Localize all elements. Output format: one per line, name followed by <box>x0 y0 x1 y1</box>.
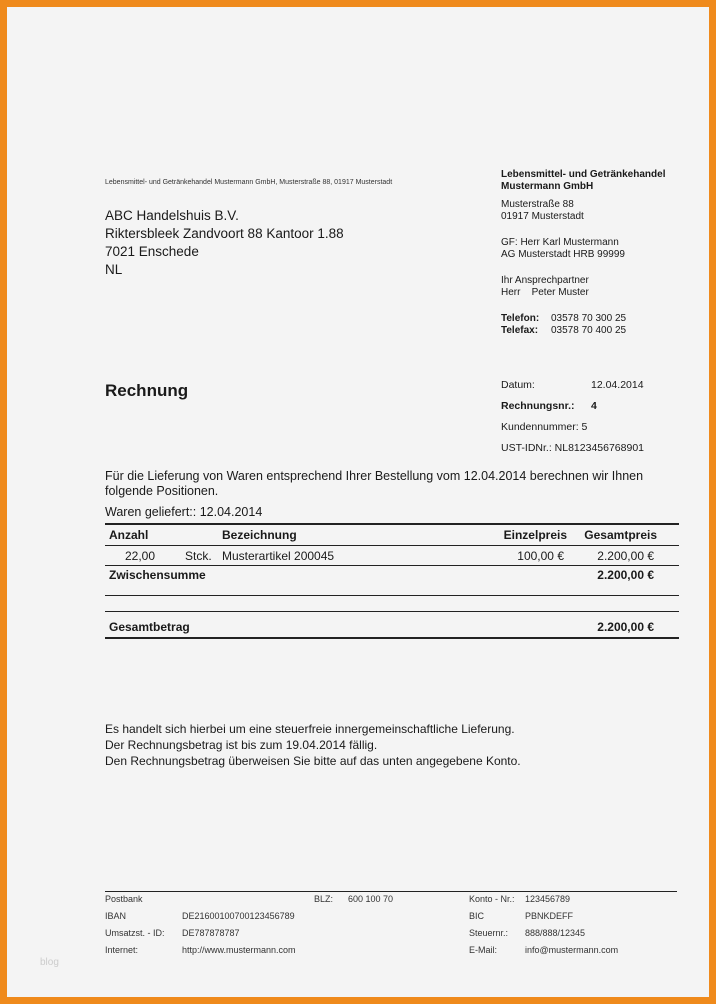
invoice-meta <box>501 375 644 459</box>
recipient-street: Riktersbleek Zandvoort 88 Kantoor 1.88 <box>105 226 344 241</box>
divider <box>105 595 679 596</box>
iban-value: DE21600100700123456789 <box>182 911 295 921</box>
note-line: Es handelt sich hierbei um eine steuerfreie innergemeinschaftliche Lieferung. <box>105 722 515 736</box>
divider <box>105 523 679 525</box>
phone-label: Telefon: <box>501 313 540 324</box>
watermark: blog <box>40 957 59 968</box>
blz-label: BLZ: <box>314 894 334 904</box>
fax: 03578 70 400 25 <box>551 325 627 336</box>
date-label: Datum: <box>501 379 535 391</box>
invoice-value: 4 <box>591 400 597 412</box>
ust-label: Umsatzst. - ID: <box>105 928 165 938</box>
steuer-label: Steuernr.: <box>469 928 509 938</box>
row-qty: 22,00 <box>125 549 156 563</box>
intro-line-1: Für die Lieferung von Waren entsprechend Ihrer Bestellung vom 12.04.2014 berechnen wir Ihnen <box>105 469 644 483</box>
contact-name: Peter Muster <box>531 287 589 298</box>
note-line: Der Rechnungsbetrag ist bis zum 19.04.2014 fällig. <box>105 738 378 752</box>
customer-number: Kundennummer: 5 <box>501 421 588 433</box>
sender-line: Lebensmittel- und Getränkehandel Mustermann GmbH, Musterstraße 88, 01917 Musterstadt <box>105 179 393 186</box>
konto-label: Konto - Nr.: <box>469 894 515 904</box>
total-value: 2.200,00 € <box>597 620 654 634</box>
internet-label: Internet: <box>105 945 139 955</box>
blz-value: 600 100 70 <box>348 894 394 904</box>
delivered-date: Waren geliefert:: 12.04.2014 <box>105 505 263 519</box>
invoice-label: Rechnungsnr.: <box>501 400 575 412</box>
company-register: AG Musterstadt HRB 99999 <box>501 249 625 260</box>
date-value: 12.04.2014 <box>591 379 644 391</box>
recipient-name: ABC Handelshuis B.V. <box>105 208 239 223</box>
company-city: 01917 Musterstadt <box>501 211 584 222</box>
ust-value: DE787878787 <box>182 928 240 938</box>
page-title: Rechnung <box>105 381 189 400</box>
divider <box>105 565 679 566</box>
email-link[interactable]: info@mustermann.com <box>525 945 619 955</box>
row-unit: Stck. <box>185 549 212 563</box>
divider <box>105 545 679 546</box>
fax-label: Telefax: <box>501 325 539 336</box>
col-header-desc: Bezeichnung <box>222 528 297 542</box>
divider <box>105 637 679 639</box>
company-gf: GF: Herr Karl Mustermann <box>501 237 619 248</box>
iban-label: IBAN <box>105 911 127 921</box>
bic-value: PBNKDEFF <box>525 911 574 921</box>
contact-label: Ihr Ansprechpartner <box>501 275 589 286</box>
company-name-2: Mustermann GmbH <box>501 181 594 192</box>
internet-link[interactable]: http://www.mustermann.com <box>182 945 296 955</box>
col-header-total: Gesamtpreis <box>584 528 657 542</box>
row-total: 2.200,00 € <box>597 549 654 563</box>
col-header-price: Einzelpreis <box>503 528 567 542</box>
konto-value: 123456789 <box>525 894 571 904</box>
footer-divider <box>105 891 677 892</box>
vat-id: UST-IDNr.: NL8123456768901 <box>501 442 645 454</box>
notes <box>105 721 521 769</box>
row-desc: Musterartikel 200045 <box>222 549 335 563</box>
intro-text <box>105 469 643 499</box>
bank-name: Postbank <box>105 894 143 904</box>
subtotal-value: 2.200,00 € <box>597 568 654 582</box>
recipient-city: 7021 Enschede <box>105 244 199 259</box>
intro-line-2: folgende Positionen. <box>105 484 219 498</box>
bic-label: BIC <box>469 911 485 921</box>
row-price: 100,00 € <box>517 549 564 563</box>
recipient-country: NL <box>105 262 123 277</box>
phone: 03578 70 300 25 <box>551 313 627 324</box>
recipient-address <box>105 207 344 279</box>
subtotal-label: Zwischensumme <box>109 568 206 582</box>
company-block <box>501 169 665 337</box>
email-label: E-Mail: <box>469 945 498 955</box>
company-street: Musterstraße 88 <box>501 199 574 210</box>
steuer-value: 888/888/12345 <box>525 928 586 938</box>
divider <box>105 611 679 612</box>
col-header-qty: Anzahl <box>109 528 149 542</box>
contact-salutation: Herr <box>501 287 521 298</box>
total-label: Gesamtbetrag <box>109 620 190 634</box>
company-name: Lebensmittel- und Getränkehandel <box>501 169 666 180</box>
note-line: Den Rechnungsbetrag überweisen Sie bitte auf das unten angegebene Konto. <box>105 754 521 768</box>
